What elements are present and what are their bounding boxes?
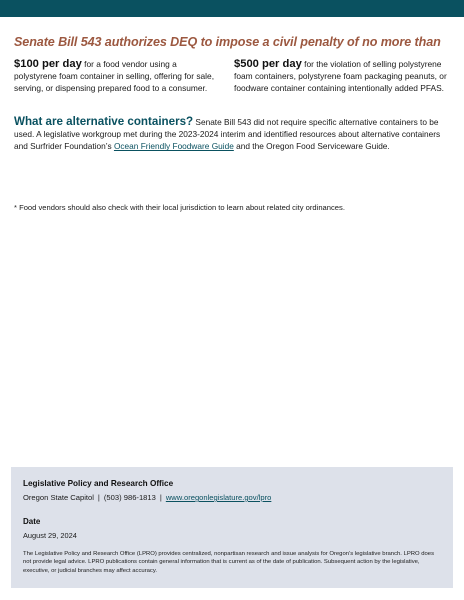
- date-value: August 29, 2024: [23, 531, 77, 540]
- alternative-containers-text-end: and the Oregon Food Serviceware Guide.: [233, 141, 390, 152]
- penalty-description-selling: for the violation of selling polystyrene foam containers, polystyrene foam packaging peanuts, or foodware container containing intentionally added PFAS.: [234, 59, 447, 94]
- office-name: Legislative Policy and Research Office: [23, 479, 174, 488]
- alternative-containers-text: Senate Bill 543 did not require specific alternative containers to be used. A legislative workgroup met during the 2023-2024 interim and identified resources about alternative containers and Surfrider Foundation’s: [14, 117, 441, 152]
- footnote: * Food vendors should also check with their local jurisdiction to learn about related city ordinances.: [14, 203, 345, 212]
- disclaimer: The Legislative Policy and Research Office (LPRO) provides centralized, nonpartisan research and issue analysis for Oregon’s legislative branch. LPRO does not provide legal advice. LPRO publications contain general information that is current as of the date of publication. Subsequent action by the legislative, executive, or judicial branches may affect accuracy.: [23, 551, 435, 574]
- footer-panel: [11, 467, 453, 588]
- penalty-amount-500: $500 per day: [234, 58, 302, 70]
- penalty-food-vendor: [14, 58, 220, 95]
- ocean-friendly-foodware-link[interactable]: Ocean Friendly Foodware Guide: [113, 141, 234, 152]
- penalty-amount-100: $100 per day: [14, 58, 82, 70]
- penalty-description-food-vendor: for a food vendor using a polystyrene foam container in selling, offering for sale, serving, or dispensing prepared food to a consumer.: [14, 59, 215, 94]
- separator: |: [159, 493, 162, 502]
- website-link[interactable]: www.oregonlegislature.gov/lpro: [165, 493, 272, 502]
- office-phone: (503) 986-1813: [103, 493, 156, 502]
- top-banner-bar: [0, 0, 464, 17]
- alternative-containers-heading: What are alternative containers?: [14, 115, 194, 128]
- penalty-selling: [234, 58, 456, 95]
- contact-line: [23, 493, 441, 502]
- alternative-containers-section: [14, 116, 454, 153]
- separator: |: [97, 493, 100, 502]
- date-label: Date: [23, 517, 41, 526]
- office-location: Oregon State Capitol: [23, 493, 94, 502]
- page-title: Senate Bill 543 authorizes DEQ to impose a civil penalty of no more than: [14, 35, 441, 49]
